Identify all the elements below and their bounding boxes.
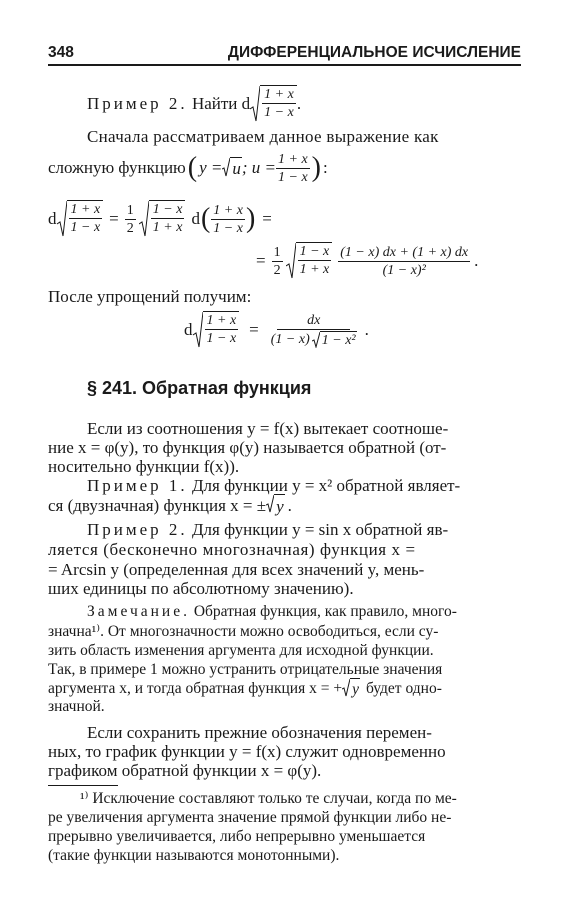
- para3-line: носительно функции f(x)).: [48, 457, 240, 476]
- remark-line: значна¹⁾. От многозначности можно освободиться, если су-: [48, 623, 439, 640]
- para1-line1: Сначала рассматриваем данное выражение как: [87, 127, 439, 146]
- example2-line: Пример 2. Найти d $\frac{1 + x}{1 - x}$ .: [87, 84, 301, 124]
- eq3-rhs-fraction: dx (1 − x) 1 − x²: [270, 312, 356, 348]
- sqrt-sign: $\frac{1 + x}{1 - x}$: [193, 311, 240, 349]
- equation-3: d $\frac{1 + x}{1 - x}$ = dx (1 − x) 1 − x² .: [184, 312, 369, 348]
- ex1-line2: ся (двузначная) функция x = ± y .: [48, 496, 292, 516]
- sqrt-sign: y: [266, 494, 285, 517]
- right-paren: ): [311, 152, 321, 183]
- ex2-line: ляется (бесконечно многозначная) функция x =: [48, 540, 416, 559]
- para3-line: Если из соотношения y = f(x) вытекает соотноше-: [87, 419, 449, 438]
- left-paren: (: [187, 152, 198, 183]
- example2-label: Пример 2.: [87, 94, 188, 113]
- footnote-line: прерывно увеличивается, либо непрерывно уменьшается: [48, 828, 426, 845]
- example2-task: Найти d: [191, 94, 251, 113]
- ex1-line1: Пример 1. Для функции y = x² обратной являет-: [87, 476, 461, 495]
- remark-line: значной.: [48, 698, 105, 715]
- page-number: 348: [48, 44, 74, 61]
- para3-line: ние x = φ(y), то функция φ(y) называется обратной (от-: [48, 438, 447, 457]
- remark-line: Так, в примере 1 можно устранить отрицательные значения: [48, 661, 443, 678]
- header-rule: [48, 64, 521, 66]
- sqrt-sign: $\frac{1 - x}{1 + x}$: [139, 200, 186, 238]
- sqrt-sign: 1 − x²: [312, 331, 357, 348]
- equation-2: = $\frac{1}{2}$ $\frac{1 - x}{1 + x}$ $\frac{(1 - x) dx + (1 + x) dx}{\text{(1 − x)²}}$ .: [256, 240, 478, 282]
- para4-line: графиком обратной функции x = φ(y).: [48, 761, 322, 780]
- equation-1: d $\frac{1 + x}{1 - x}$ = $\frac{1}{2}$ $\frac{1 - x}{1 + x}$ d ( $\frac{1 + x}{1 - x}$ ) =: [48, 198, 272, 240]
- footnote-line: ¹⁾ Исключение составляют только те случаи, когда по ме-: [80, 790, 457, 807]
- running-title: ДИФФЕРЕНЦИАЛЬНОЕ ИСЧИСЛЕНИЕ: [227, 44, 521, 61]
- footnote-rule: [48, 785, 118, 786]
- sqrt-sign: u: [222, 157, 242, 179]
- sqrt-sign: $\frac{1 - x}{1 + x}$: [286, 242, 333, 280]
- footnote-line: ре увеличения аргумента значение прямой функции либо не-: [48, 809, 452, 826]
- para2: После упрощений получим:: [48, 287, 252, 306]
- para1-line2: сложную функцию ( y = u ; u = $\frac{1 + x}{1 - x}$ ) :: [48, 151, 328, 185]
- para4-line: Если сохранить прежние обозначения перемен-: [87, 723, 432, 742]
- para1-fraction: $\frac{1 + x}{1 - x}$: [278, 151, 308, 185]
- ex2-line1: Пример 2. Для функции y = sin x обратной яв-: [87, 520, 449, 539]
- sqrt-sign: [250, 85, 297, 123]
- para4-line: ных, то график функции y = f(x) служит одновременно: [48, 742, 446, 761]
- section-title: § 241. Обратная функция: [87, 378, 312, 398]
- remark-line: зить область изменения аргумента для исходной функции.: [48, 642, 434, 659]
- remark-line1: Замечание. Обратная функция, как правило, много-: [87, 603, 457, 620]
- remark-line5: аргумента x, и тогда обратная функция x = + y будет одно-: [48, 680, 442, 698]
- ex2-line: = Arcsin y (определенная для всех значений y, мень-: [48, 560, 425, 579]
- footnote-line: (такие функции называются монотонными).: [48, 847, 340, 864]
- example2-fraction: $\frac{1 + x}{1 - x}$: [264, 87, 294, 120]
- sqrt-sign: $\frac{1 + x}{1 - x}$: [57, 200, 104, 238]
- ex2-line: ших единицы по абсолютному значению).: [48, 579, 354, 598]
- sqrt-sign: y: [342, 678, 360, 700]
